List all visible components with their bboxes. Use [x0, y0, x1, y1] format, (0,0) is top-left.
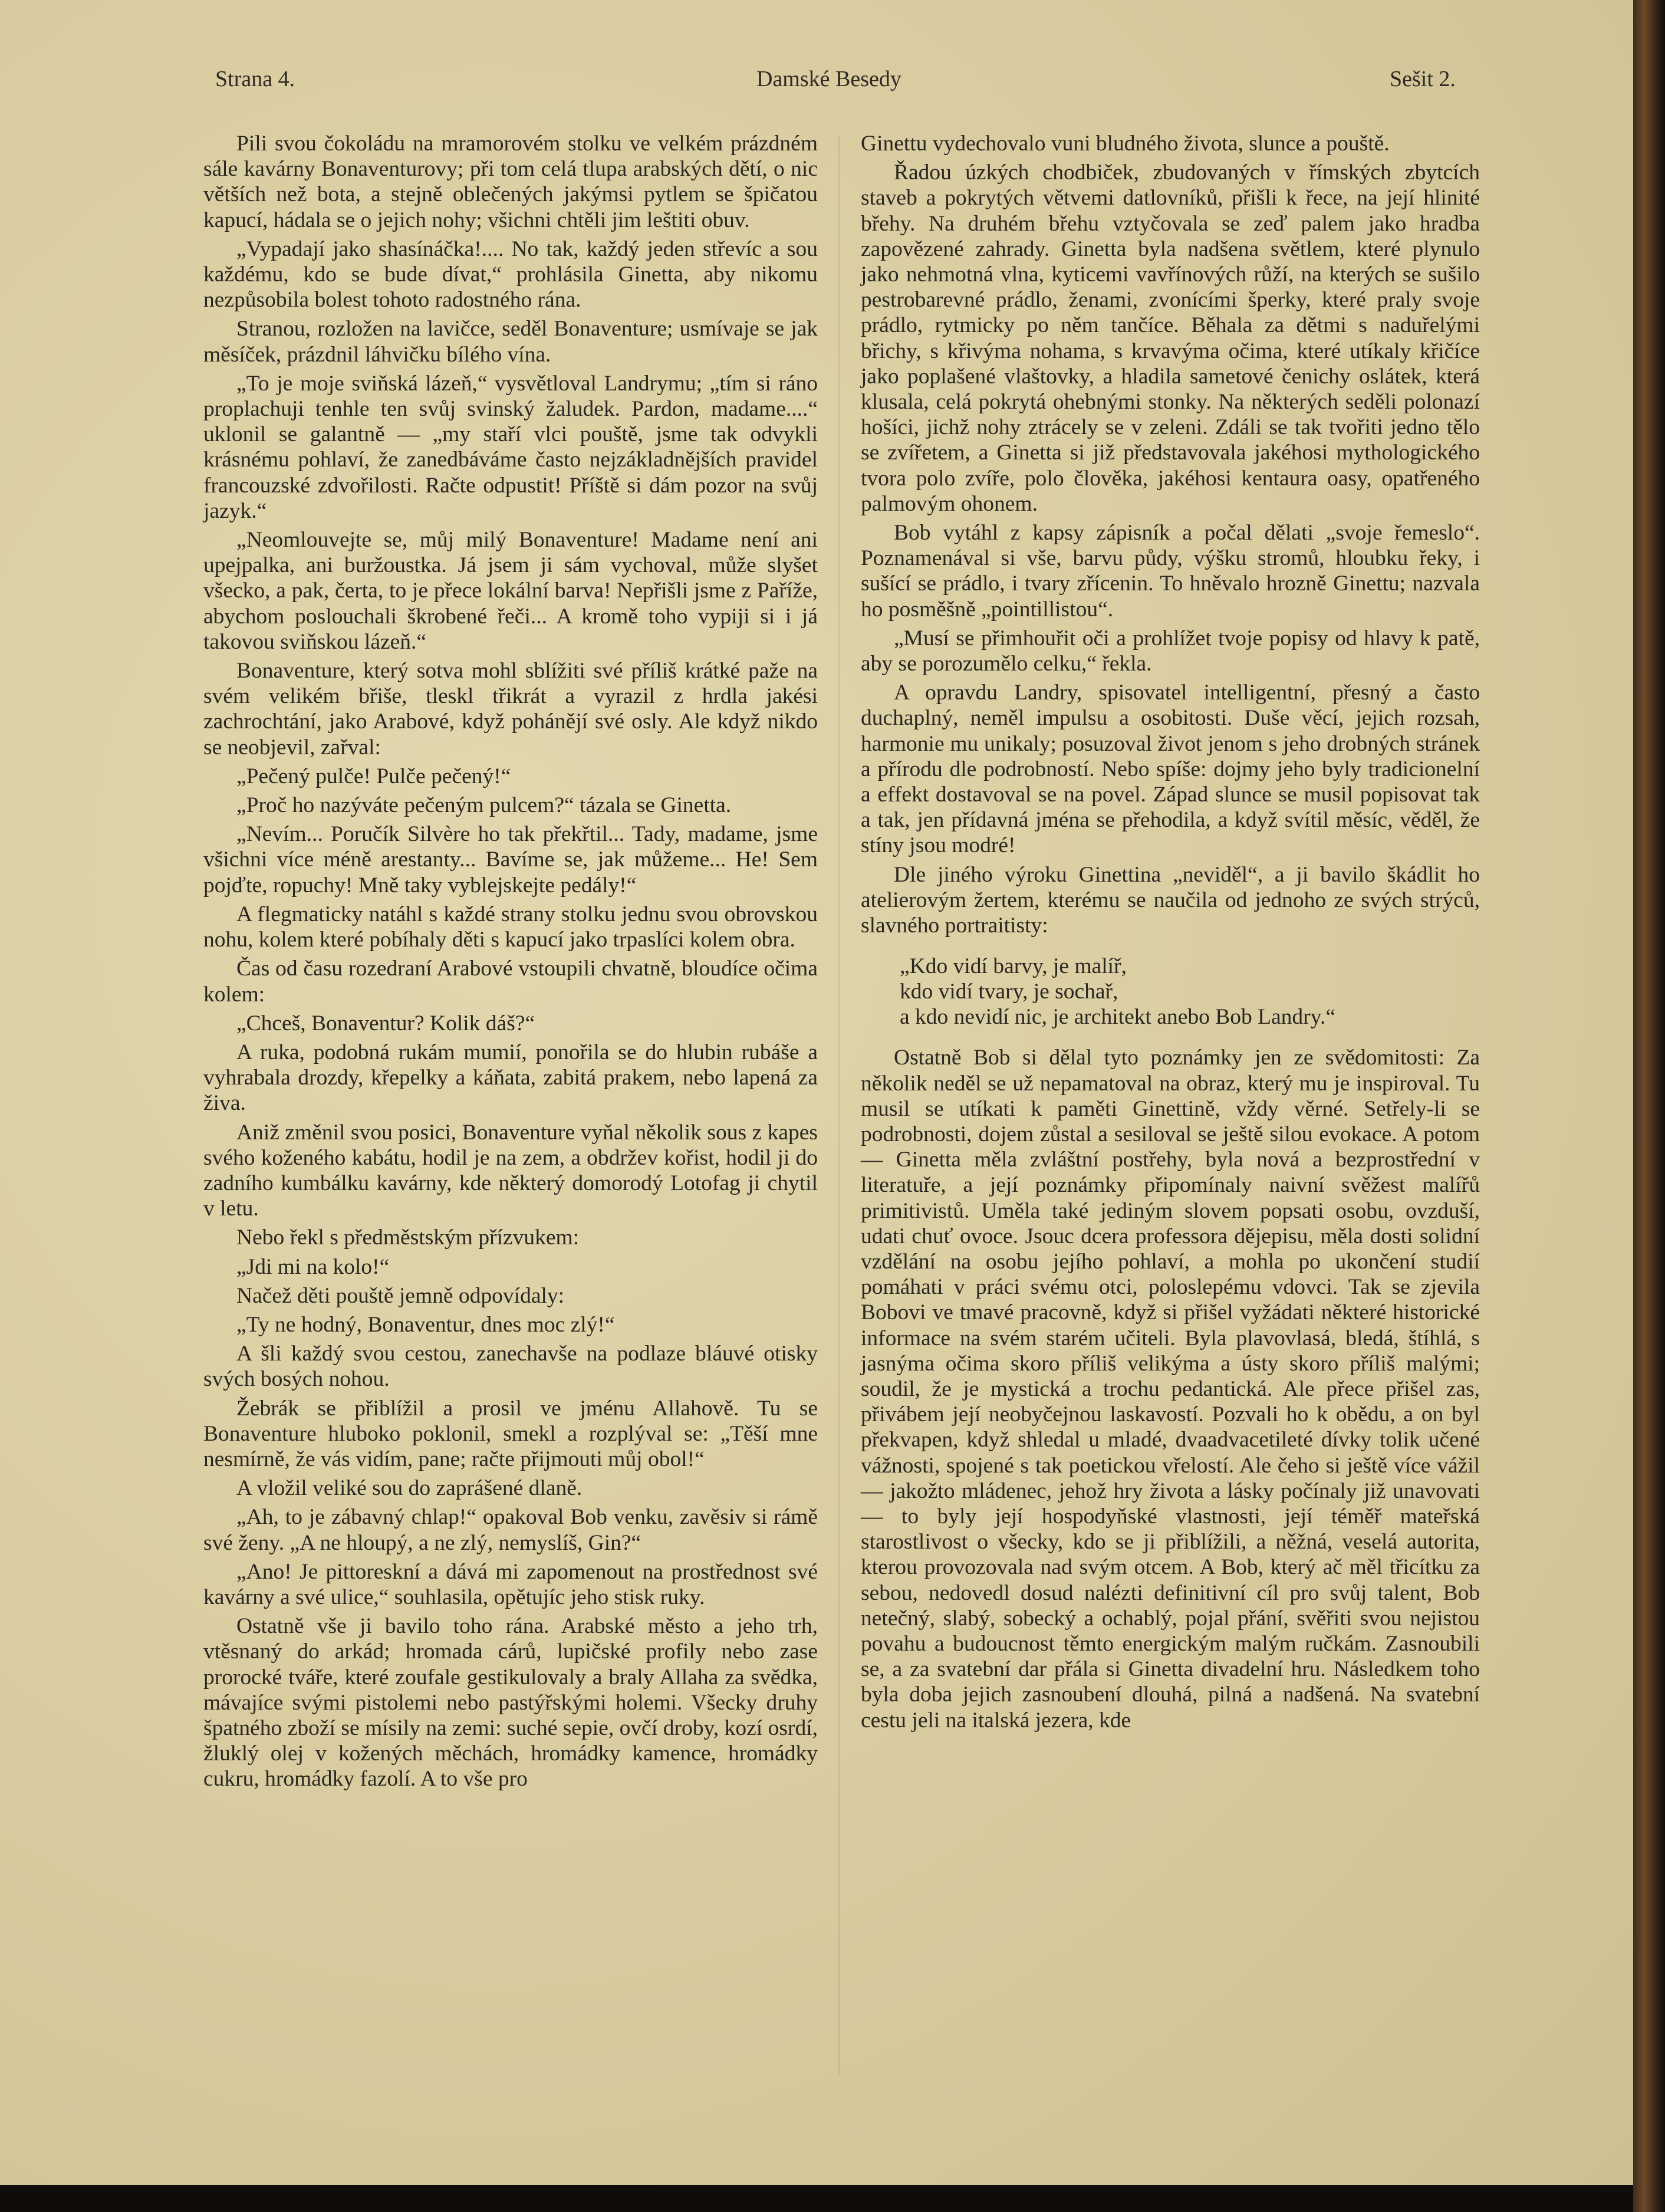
- paragraph: „Vypadají jako shasínáčka!.... No tak, každý jeden střevíc a sou každému, kdo se bude dívat,“ prohlásila Ginetta, aby nikomu nezpůsobila bolest tohoto radostného rána.: [203, 236, 818, 313]
- paragraph: Pili svou čokoládu na mramorovém stolku ve velkém prázdném sále kavárny Bonaventurovy; při tom celá tlupa arabských dětí, o nic větších než bota, a stejně oblečených jakýmsi pytlem se špičatou kapucí, hádala se o jejich nohy; všichni chtěli jim leštiti obuv.: [203, 132, 818, 232]
- paragraph: „Pečený pulče! Pulče pečený!“: [236, 764, 511, 788]
- paragraph: „Proč ho nazýváte pečeným pulcem?“ tázala se Ginetta.: [236, 793, 732, 818]
- paragraph: Řadou úzkých chodbiček, zbudovaných v římských zbytcích staveb a pokrytých větvemi datlovníků, přišli k řece, na její hlinité břehy. Na druhém břehu vztyčovala se zeď palem jako hradba zapovězené zahrady. Ginetta byla nadšena světlem, které plynulo jako nehmotná vlna, kyticemi vavřínových růží, na kterých se sušilo pestrobarevné prádlo, ženami, zvonícími šperky, které praly svoje prádlo, rytmicky po něm tančíce. Běhala za dětmi s naduřelými břichy, s křivýma nohama, s krvavýma očima, které utíkaly křičíce jako poplašené vlaštovky, a hladila sametové čenichy oslátek, která klusala, celá pokrytá ohebnými stonky. Na některých seděli polonazí hošíci, jichž nohy ztrácely se v zeleni. Zdáli se tak tvořiti jedno tělo se zvířetem, a Ginetta si již představovala jakéhosi mythologického tvora polo zvíře, polo člověka, jakéhosi kentaura oasy, opatřeného palmovým ohonem.: [861, 160, 1480, 516]
- paragraph: Dle jiného výroku Ginettina „neviděl“, a ji bavilo škádlit ho atelierovým žertem, kterému se naučila od jednoho ze svých strýců, slavného portraitisty:: [861, 862, 1480, 938]
- paragraph: „Chceš, Bonaventur? Kolik dáš?“: [236, 1011, 535, 1036]
- paragraph: A ruka, podobná rukám mumií, ponořila se do hlubin rubáše a vyhrabala drozdy, křepelky a káňata, zabitá prakem, nebo lapená za živa.: [203, 1040, 818, 1116]
- verse-quote: [900, 954, 1480, 1030]
- paragraph: „To je moje sviňská lázeň,“ vysvětloval Landrymu; „tím si ráno proplachuji tenhle ten svůj svinský žaludek. Pardon, madame....“ uklonil se galantně — „my staří vlci pouště, jsme tak odvykli krásnému pohlaví, že zanedbáváme často nejzákladnějších pravidel francouzské zdvořilosti. Račte odpustit! Příště si dám pozor na svůj jazyk.“: [203, 371, 818, 523]
- page-number: Strana 4.: [215, 67, 295, 91]
- paragraph: Aniž změnil svou posici, Bonaventure vyňal několik sous z kapes svého koženého kabátu, hodil je na zem, a obdržev kořist, hodil ji do zadního kumbálku kavárny, kde některý domorodý Lotofag ji chytil v letu.: [203, 1120, 818, 1221]
- paragraph: Bonaventure, který sotva mohl sblížiti své příliš krátké paže na svém velikém břiše, tleskl třikrát a vyrazil z hrdla jakési zachrochtání, jako Arabové, když pohánějí své osly. Ale když nikdo se neobjevil, zařval:: [203, 659, 818, 760]
- paragraph: „Neomlouvejte se, můj milý Bonaventure! Madame není ani upejpalka, ani buržoustka. Já jsem ji sám vychoval, může slyšet všecko, a pak, čerta, to je přece lokální barva! Nepřišli jsme z Paříže, abychom poslouchali škrobené řeči... A kromě toho vypiji si i já takovou sviňskou lázeň.“: [203, 528, 818, 654]
- paragraph: Načež děti pouště jemně odpovídaly:: [236, 1283, 565, 1308]
- paragraph: A flegmaticky natáhl s každé strany stolku jednu svou obrovskou nohu, kolem které pobíhaly děti s kapucí jako trpaslíci kolem obra.: [203, 902, 818, 952]
- paragraph: Ostatně vše ji bavilo toho rána. Arabské město a jeho trh, vtěsnaný do arkád; hromada cárů, lupičské profily nebo zase prorocké tváře, které zoufale gestikulovaly a braly Allaha za svědka, mávajíce svými pistolemi nebo pastýřskými holemi. Všecky druhy špatného zboží se mísily na zemi: suché sepie, ovčí droby, kozí osrdí, žluklý olej v kožených měchách, hromádky kamence, hromádky cukru, hromádky fazolí. A to vše pro: [203, 1614, 818, 1792]
- left-column: [203, 131, 818, 1796]
- paragraph: Bob vytáhl z kapsy zápisník a počal dělati „svoje řemeslo“. Poznamenával si vše, barvu půdy, výšku stromů, hloubku řeky, i sušící se prádlo, i tvary zřícenin. To hněvalo hrozně Ginettu; nazvala ho posměšně „pointillistou“.: [861, 521, 1480, 622]
- verse-line: a kdo nevidí nic, je architekt anebo Bob Landry.“: [900, 1005, 1335, 1030]
- paragraph: Ginettu vydechovalo vuni bludného života, slunce a pouště.: [861, 132, 1390, 156]
- paragraph: „Jdi mi na kolo!“: [236, 1254, 390, 1279]
- binding-edge: [1633, 0, 1665, 2212]
- paragraph: „Musí se přimhouřit oči a prohlížet tvoje popisy od hlavy k patě, aby se porozumělo celku,“ řekla.: [861, 626, 1480, 676]
- paragraph: Žebrák se přiblížil a prosil ve jménu Allahově. Tu se Bonaventure hluboko poklonil, smekl a rozplýval se: „Těší mne nesmírně, že vás vidím, pane; račte přijmouti můj obol!“: [203, 1396, 818, 1471]
- paragraph: „Ah, to je zábavný chlap!“ opakoval Bob venku, zavěsiv si rámě své ženy. „A ne hloupý, a ne zlý, nemyslíš, Gin?“: [203, 1505, 818, 1555]
- paragraph: A šli každý svou cestou, zanechavše na podlaze bláuvé otisky svých bosých nohou.: [203, 1342, 818, 1392]
- paragraph: A opravdu Landry, spisovatel intelligentní, přesný a často duchaplný, neměl impulsu a osobitosti. Duše věcí, jejich rozsah, harmonie mu unikaly; posuzoval život jenom s jeho drobných stránek a přírodu dle podrobností. Nebo spíše: dojmy jeho byly tradicionelní a effekt dostavoval se na povel. Západ slunce se musil popisovat tak a tak, jen přídavná jména se přehodila, a když svítil měsíc, věděl, že stíny jsou modré!: [861, 681, 1480, 858]
- magazine-title: Damské Besedy: [756, 67, 901, 91]
- paragraph: Stranou, rozložen na lavičce, seděl Bonaventure; usmívaje se jak měsíček, prázdnil láhvičku bílého vína.: [203, 317, 818, 367]
- scan-border: [0, 2185, 1633, 2212]
- paragraph: Čas od času rozedraní Arabové vstoupili chvatně, bloudíce očima kolem:: [203, 957, 818, 1007]
- paragraph: Nebo řekl s předměstským přízvukem:: [236, 1225, 580, 1250]
- paragraph: A vložil veliké sou do zaprášené dlaně.: [236, 1476, 583, 1501]
- paragraph: „Ano! Je pittoreskní a dává mi zapomenout na prostřednost své kavárny a své ulice,“ souhlasila, opětujíc jeho stisk ruky.: [203, 1559, 818, 1609]
- paragraph: Ostatně Bob si dělal tyto poznámky jen ze svědomitosti: Za několik neděl se už nepamatoval na obraz, který mu je inspiroval. Tu musil se utíkati k paměti Ginettině, vždy věrné. Setřely-li se podrobnosti, dojem zůstal a sesiloval se ještě silou evokace. A potom — Ginetta měla zvláštní postřehy, byla nová a bezprostřední v literatuře, a její poznámky připomínaly naivní svěžest malířů primitivistů. Uměla také jediným slovem popsati osobu, ovzduší, udati chuť ovoce. Jsouc dcera professora dějepisu, měla dosti solidní vzdělání na osobu jejího pohlaví, a mohla po ukončení studií pomáhati v práci svému otci, poloslepému vdovci. Tak se zjevila Bobovi ve tmavé pracovně, když si přišel vyžádati některé historické informace na svém starém učiteli. Byla plavovlasá, bledá, štíhlá, s jasnýma očima skoro příliš velikýma a ústy skoro příliš malými; soudil, že je mystická a trochu pedantická. Ale přece přišel zas, přivábem její neobyčejnou laskavostí. Pozvali ho k obědu, a on byl překvapen, když shledal u mladé, dvaadvacetileté dívky tolik učené vážnosti, spojené s tak poetickou vřelostí. Ale čeho si ještě více vážil — jakožto mládenec, jehož hry života a lásky počínaly již unavovati — to byly její hospodyňské vlastnosti, její téměř mateřská starostlivost o všecky, kdo se ji přiblížili, a něžná, veselá autorita, kterou provozovala nad svým otcem. A Bob, který ač měl třicítku za sebou, nedovedl dosud nalézti definitivní cíl pro svůj talent, Bob netečný, slabý, sobecký a ochablý, pojal přání, svěřiti svou nejistou povahu a budoucnost těmto energickým malým ručkám. Zasnoubili se, a za svatební dar přála si Ginetta divadelní hru. Následkem toho byla doba jejich zasnoubení dlouhá, pilná a nadšená. Na svatební cestu jeli na italská jezera, kde: [861, 1046, 1480, 1733]
- paragraph: „Nevím... Poručík Silvère ho tak překřtil... Tady, madame, jsme všichni více méně arestanty... Bavíme se, jak můžeme... He! Sem pojďte, ropuchy! Mně taky vyblejskejte pedály!“: [203, 822, 818, 898]
- column-divider: [838, 136, 840, 2076]
- verse-line: kdo vidí tvary, je sochař,: [900, 980, 1118, 1004]
- issue-number: Sešit 2.: [1390, 67, 1456, 91]
- right-column: [861, 131, 1480, 1737]
- paragraph: „Ty ne hodný, Bonaventur, dnes moc zlý!“: [236, 1312, 615, 1337]
- verse-line: „Kdo vidí barvy, je malíř,: [900, 954, 1127, 979]
